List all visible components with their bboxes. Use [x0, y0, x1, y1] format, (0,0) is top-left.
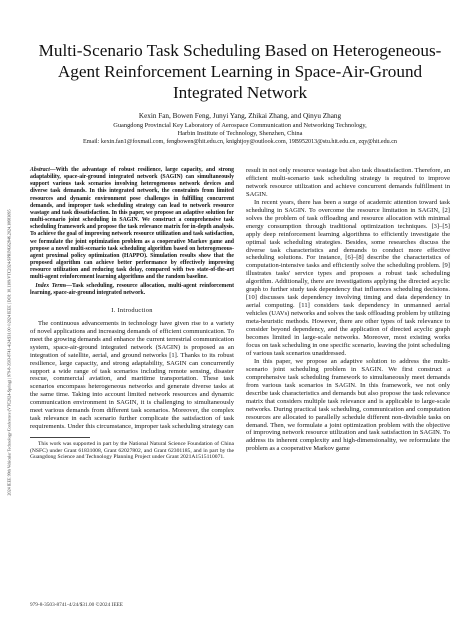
abstract-text: —With the advantage of robust resilience, large capacity, and strong adaptability, space-air-ground integrated network (SAGIN) can simultaneously support various task scenarios involving heterogeneous network devices and diverse task demands. In this integrated network, the constraints from limited resources and dynamic environment pose challenges in fulfilling concurrent demands, and improper task scheduling strategy can lead to network resource wastage and task dissatisfaction. In this paper, we propose an adaptive solution for multi-scenario joint scheduling in SAGIN. We construct a comprehensive task scheduling framework and propose the task relevance matrix for in-depth analysis. To achieve the goal of improving network resource utilization and task satisfaction, we formulate the joint optimization problem as a cooperative Markov game and propose a novel multi-scenario task scheduling algorithm based on heterogeneous-agent proximal policy optimization (HAPPO). Simulation results show that the proposed algorithm can achieve better performance by effectively improving resource utilization and reducing task delay, compared with two state-of-the-art multi-agent reinforcement learning algorithms and the random baseline.	[30, 167, 234, 281]
paragraph: result in not only resource wastage but also task dissatisfaction. Therefore, an efficient multi-scenario task scheduling strategy is required to improve network resource utilization and achieve concurrent demands fulfillment in SAGIN.	[246, 167, 450, 198]
affiliation	[30, 122, 450, 138]
side-note-text: 2024 IEEE 99th Vehicular Technology Conference (VTC2024-Spring) | 979-8-3503-8741-4/24/$31.00 ©2024 IEEE | DOI: 10.1109/VTC2024-SPRING62846.2024.10683095	[6, 209, 12, 496]
index-terms	[30, 283, 234, 297]
affiliation-line-1: Guangdong Provincial Key Laboratory of Aerospace Communication and Networking Technology,	[113, 122, 367, 129]
left-column	[30, 167, 234, 461]
abstract	[30, 167, 234, 282]
section-heading-introduction: I. Introduction	[111, 306, 153, 314]
paper-title: Multi-Scenario Task Scheduling Based on Heterogeneous-Agent Reinforcement Learning in Space-Air-Ground Integrated Network	[38, 41, 442, 102]
funding-footnote: This work was supported in part by the National Natural Science Foundation of China (NSFC) under Grant 61831008, Grant 62027802, and Grant 62301185, and in part by the Guangdong Science and Technology Planning Project under Grant 2021A1515110071.	[30, 441, 234, 461]
author-list: Kexin Fan, Bowen Feng, Junyi Yang, Zhikai Zhang, and Qinyu Zhang	[138, 112, 342, 120]
paper-page	[30, 0, 450, 608]
index-terms-label: Index Terms	[35, 282, 67, 289]
paragraph: In recent years, there has been a surge of academic attention toward task scheduling in SAGIN. To overcome the resource limitation in SAGIN, [2] solves the problem of task offloading and resource allocation with minimal energy consumption through traditional optimization techniques. [3]–[5] apply deep reinforcement learning algorithms to efficiently investigate the optimal task scheduling strategies. Besides, some researches discuss the diverse task characteristics and demands to conduct more effective scheduling solutions. For instance, [6]–[8] describe the characteristics of computation-intensive tasks and efficiently solve the scheduling problem. [9] illustrates tasks' service types and proposes a robust task scheduling algorithm. Additionally, there are investigations applying the directed acyclic graph to further study task dependency that influences scheduling decisions. [10] discusses task dependency involving timing and data dependency in aerial computing. [11] considers task dependency in unmanned aerial vehicles (UAVs) networks and solves the task offloading problem by utilizing meta-heuristic methods. However, there are other types of task relevance to consider beyond dependency, and the application of directed acyclic graph becomes limited in large-scale networks. Moreover, most existing works focus on task scheduling in one specific scenario, leaving the joint scheduling of various task scenarios unaddressed.	[246, 198, 450, 357]
paragraph: The continuous advancements in technology have given rise to a variety of novel applications and increasing demands of efficient communication. To meet the growing demands and enhance the current terrestrial communication system, space-air-ground integrated network (SAGIN) is proposed as an integration of satellite, aerial, and ground networks [1]. Thanks to its robust resilience, large capacity, and strong adaptability, SAGIN can concurrently support a wide range of task scenarios including remote sensing, disaster rescue, commercial aviation, and maritime transportation. These task scenarios encompass heterogeneous networks and generate diverse tasks at the same time. Taking into account limited network resources and dynamic communication environment in SAGIN, it is challenging to simultaneously meet various demands from different task scenarios. Moreover, the complex task relevance in each scenario further complicate the satisfaction of task requirements. Under this circumstance, improper task scheduling strategy can	[30, 319, 234, 431]
index-terms-text: —Task scheduling, resource allocation, multi-agent reinforcement learning, space-air-ground integrated network.	[30, 282, 234, 296]
page-footer: 979-8-3503-8741-4/24/$31.00 ©2024 IEEE	[30, 602, 124, 608]
footnote-rule	[30, 437, 90, 438]
email-line: Email: kexin.fan1@foxmail.com, fengbowen@hit.edu.cn, knightjoy@outlook.com, 19B952013@stu.hit.edu.cn, zqy@hit.edu.cn	[83, 139, 397, 146]
affiliation-line-2: Harbin Institute of Technology, Shenzhen, China	[177, 130, 303, 138]
side-doi-note	[1, 130, 12, 580]
right-column	[246, 167, 450, 453]
paragraph: In this paper, we propose an adaptive solution to address the multi-scenario joint scheduling problem in SAGIN. We first construct a comprehensive task scheduling framework to simultaneously meet demands from various task scenarios in SAGIN. In this framework, we not only describe task characteristics and demands but also propose the task relevance matrix that considers multiple task relevance and is applicable to large-scale networks. During practical task scheduling, communication and computation resources are allocated to parallelly schedule different non-divisible tasks on demand. Then, we formulate a joint optimization problem with the objective of improving network resource utilization and task satisfaction in SAGIN. To address its inherent complexity and high-dimensionality, we reformulate the problem as a cooperative Markov game	[246, 357, 450, 453]
abstract-label: Abstract	[30, 167, 50, 173]
